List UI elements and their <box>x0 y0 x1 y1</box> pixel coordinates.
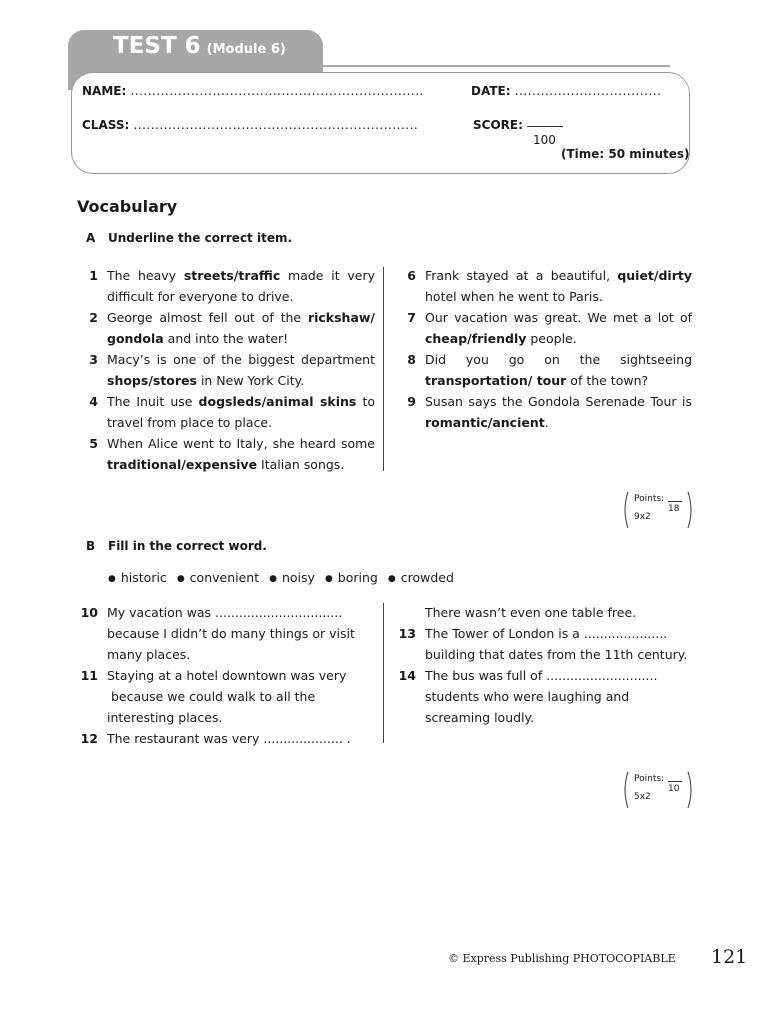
item-text[interactable]: My vacation was ................................ because I didn’t do many things or visit many places. <box>107 605 355 662</box>
points-calc-b: 5x2 <box>634 792 651 802</box>
item-text[interactable]: because we could walk to all the interesting places. <box>107 689 316 725</box>
answer-choices[interactable]: streets/traffic <box>183 268 281 283</box>
date-field[interactable]: DATE: .................................. <box>471 84 662 98</box>
bullet-icon: ● <box>387 574 396 584</box>
answer-choices[interactable]: cheap/friendly <box>425 331 527 346</box>
item-text: Macy’s is one of the biggest department shops/stores in New York City. <box>107 352 375 388</box>
item-number: 5 <box>89 436 98 451</box>
word-bank-item: ● historic <box>108 570 167 585</box>
bullet-icon: ● <box>108 574 116 584</box>
points-bar-b <box>668 781 682 782</box>
item-number: 10 <box>80 605 98 620</box>
item-number: 6 <box>407 268 416 283</box>
item-number: 14 <box>398 668 416 683</box>
item-text: George almost fell out of the rickshaw/ gondola and into the water! <box>107 310 375 346</box>
item-number: 7 <box>407 310 416 325</box>
bullet-icon: ● <box>176 574 185 584</box>
item-number: 4 <box>89 394 98 409</box>
answer-choices[interactable]: dogsleds/animal skins <box>198 394 357 409</box>
item-text: The heavy streets/traffic made it very difficult for everyone to drive. <box>107 268 375 304</box>
item-number: 11 <box>80 668 98 683</box>
name-field[interactable]: NAME: .................................................................... <box>82 84 424 98</box>
item-number: 1 <box>89 268 98 283</box>
answer-choices[interactable]: romantic/ancient <box>425 415 545 430</box>
title-tab-rule <box>68 65 670 67</box>
item-text: Susan says the Gondola Serenade Tour is romantic/ancient. <box>425 394 692 430</box>
item-text[interactable]: Staying at a hotel downtown was very <box>107 668 347 683</box>
column-divider-b <box>383 603 384 743</box>
points-calc-a: 9x2 <box>634 512 651 522</box>
score-max: 100 <box>533 133 556 147</box>
copyright-notice: © Express Publishing PHOTOCOPIABLE <box>448 952 676 965</box>
score-fraction-bar <box>527 126 563 127</box>
answer-choices[interactable]: transportation/ tour <box>425 373 567 388</box>
exercise-a-letter: A <box>86 231 96 245</box>
answer-choices[interactable]: quiet/dirty <box>617 268 692 283</box>
item-number: 8 <box>407 352 416 367</box>
item-text: Did you go on the sightseeing transportation/ tour of the town? <box>425 352 692 388</box>
item-number: 12 <box>80 731 98 746</box>
exercise-b-letter: B <box>86 539 96 553</box>
item-number: 13 <box>398 626 416 641</box>
answer-choices[interactable]: traditional/expensive <box>107 457 258 472</box>
item-text: Frank stayed at a beautiful, quiet/dirty hotel when he went to Paris. <box>425 268 692 304</box>
time-limit: (Time: 50 minutes) <box>561 147 690 161</box>
exercise-a-instruction: Underline the correct item. <box>108 231 293 245</box>
word-bank-item: ● crowded <box>387 570 454 585</box>
score-field[interactable]: SCORE: <box>473 118 523 132</box>
word-bank-item: ● noisy <box>269 570 315 585</box>
item-number: 9 <box>407 394 416 409</box>
points-max-a: 18 <box>668 504 680 514</box>
word-bank-item: ● convenient <box>176 570 260 585</box>
word-bank <box>108 570 464 585</box>
item-text[interactable]: The restaurant was very .................... . <box>107 731 351 746</box>
class-field[interactable]: CLASS: .................................................................. <box>82 118 419 132</box>
points-label-a: Points: <box>634 494 665 504</box>
item-text: The Inuit use dogsleds/animal skins to travel from place to place. <box>107 394 376 430</box>
item-text: When Alice went to Italy, she heard some traditional/expensive Italian songs. <box>107 436 375 472</box>
item-number: 2 <box>89 310 98 325</box>
section-title: Vocabulary <box>77 197 178 216</box>
points-bar-a <box>668 501 682 502</box>
points-label-b: Points: <box>634 774 665 784</box>
column-divider-a <box>383 267 384 471</box>
module-label: (Module 6) <box>206 42 286 57</box>
item-text[interactable]: The Tower of London is a ..................... building that dates from the 11th century. <box>425 626 688 662</box>
exercise-b-instruction: Fill in the correct word. <box>108 539 267 553</box>
item-text: Our vacation was great. We met a lot of cheap/friendly people. <box>425 310 692 346</box>
item-text[interactable]: The bus was full of ............................ students who were laughing and screaming loudly. <box>425 668 658 725</box>
points-box-a <box>622 490 694 530</box>
bullet-icon: ● <box>269 574 277 584</box>
answer-choices[interactable]: shops/stores <box>107 373 197 388</box>
item-text[interactable]: There wasn’t even one table free. <box>425 605 637 620</box>
points-box-b <box>622 770 694 810</box>
test-title: TEST 6 (Module 6) <box>113 33 286 59</box>
answer-choices[interactable]: rickshaw/ gondola <box>107 310 375 346</box>
points-max-b: 10 <box>668 784 680 794</box>
item-number: 3 <box>89 352 98 367</box>
bullet-icon: ● <box>324 574 333 584</box>
page-number: 121 <box>711 946 748 968</box>
word-bank-item: ● boring <box>324 570 378 585</box>
